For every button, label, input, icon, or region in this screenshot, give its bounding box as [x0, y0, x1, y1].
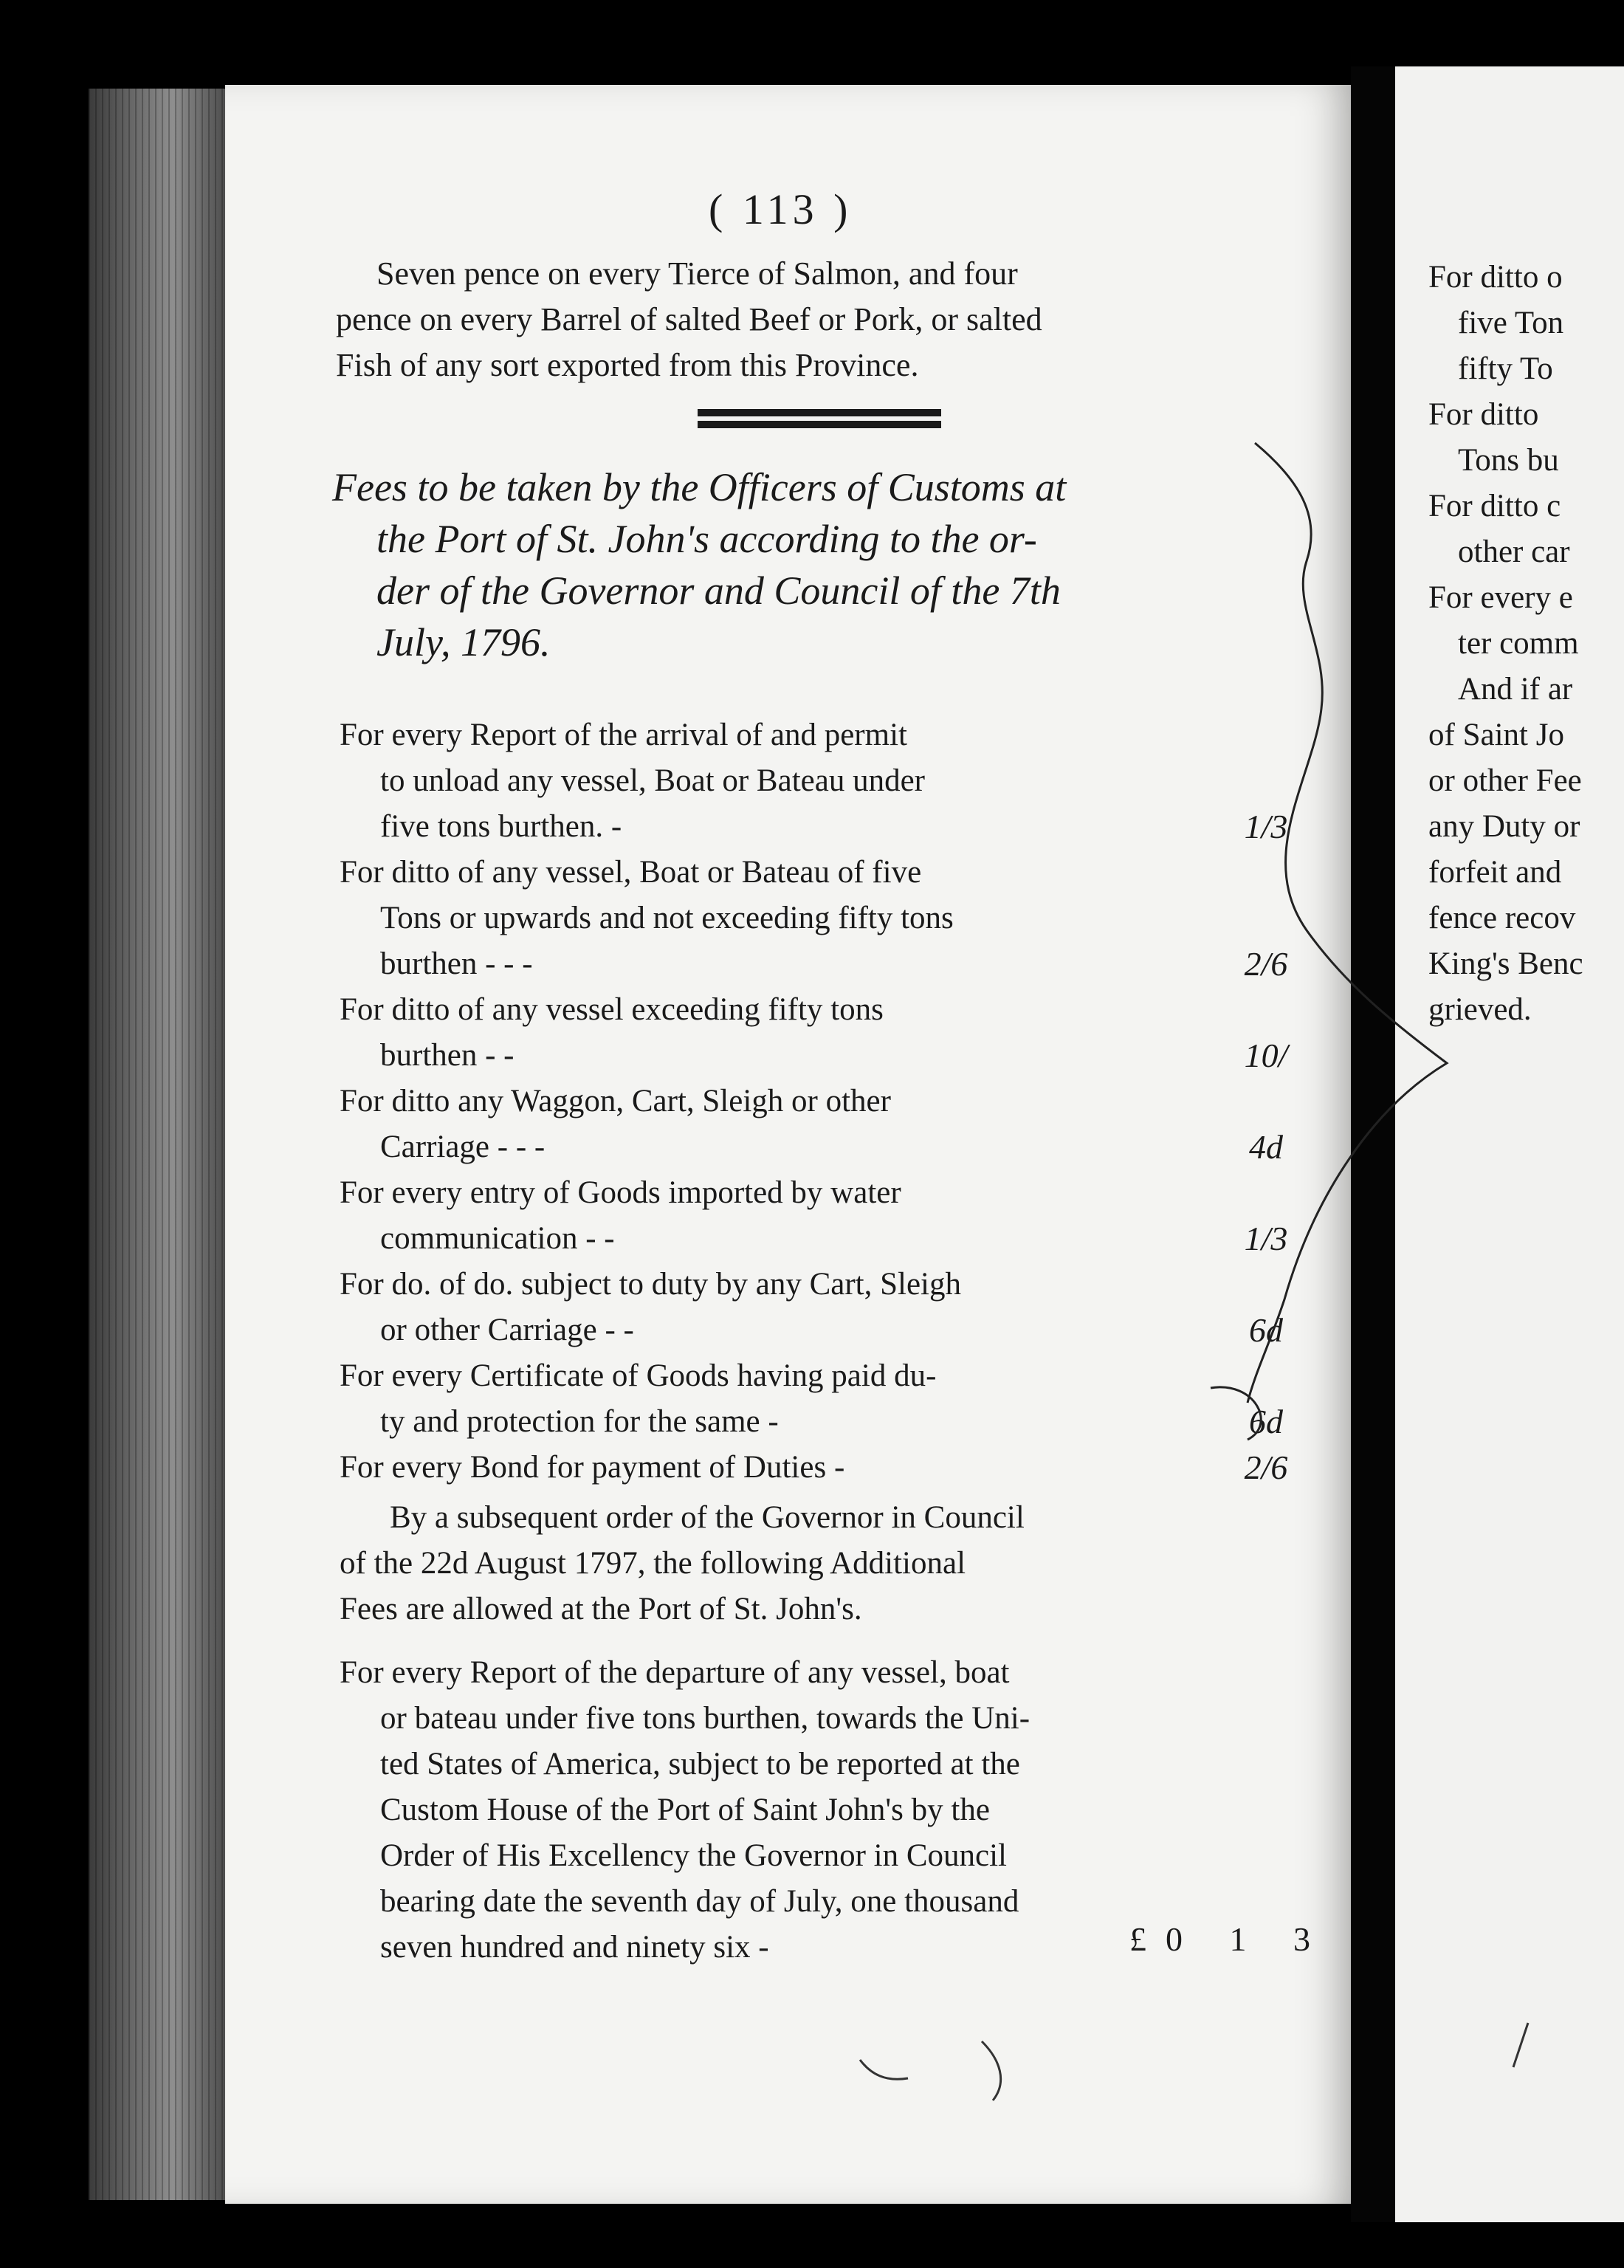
- heading-line: der of the Governor and Council of the 7th: [376, 568, 1061, 613]
- text-line: For every e: [1428, 580, 1573, 615]
- text-line: of Saint Jo: [1428, 718, 1564, 752]
- fee-schedule: [340, 712, 1321, 1491]
- text-line: For ditto: [1428, 397, 1539, 432]
- page-number: ( 113 ): [709, 185, 853, 233]
- fee-amount: 10/: [1244, 1037, 1288, 1074]
- text-line: King's Benc: [1428, 946, 1583, 981]
- text-line: For ditto c: [1428, 489, 1561, 523]
- text-line: For ditto o: [1428, 260, 1563, 295]
- fee-amount: 2/6: [1244, 945, 1288, 983]
- book-page-edges: [89, 89, 229, 2200]
- fee-row: [340, 712, 1321, 850]
- fee-description: burthen - -: [380, 1038, 515, 1073]
- text-line: Seven pence on every Tierce of Salmon, and four: [376, 255, 1018, 292]
- text-line: fifty To: [1458, 351, 1553, 386]
- fee-description: For every Certificate of Goods having paid du-: [340, 1358, 937, 1393]
- fee-description: or other Carriage - -: [380, 1313, 634, 1347]
- fee-description: burthen - - -: [380, 946, 533, 981]
- fee-amount: 1/3: [1244, 1220, 1288, 1257]
- fee-description: communication - -: [380, 1221, 615, 1256]
- fee-description: For ditto of any vessel exceeding fifty tons: [340, 992, 884, 1027]
- text-line: any Duty or: [1428, 809, 1580, 844]
- fee-description: For every entry of Goods imported by water: [340, 1175, 901, 1210]
- departure-fee-amount: £0 1 3: [1129, 1920, 1329, 1958]
- text-line: of the 22d August 1797, the following Additional: [340, 1546, 966, 1581]
- text-line: pence on every Barrel of salted Beef or Pork, or salted: [336, 301, 1042, 337]
- facing-page-text: [1428, 255, 1583, 1033]
- section-heading: [332, 461, 1314, 668]
- section-divider: [698, 406, 941, 431]
- text-line: Fees are allowed at the Port of St. John's.: [340, 1592, 862, 1626]
- text-line: Order of His Excellency the Governor in Council: [380, 1838, 1007, 1873]
- text-line: forfeit and: [1428, 855, 1562, 890]
- fee-row: [340, 1445, 1321, 1491]
- fee-description: five tons burthen. -: [380, 809, 622, 844]
- text-line: Fish of any sort exported from this Province.: [336, 347, 919, 383]
- text-line: ter comm: [1458, 626, 1579, 661]
- heading-line: the Port of St. John's according to the or-: [376, 517, 1037, 561]
- text-line: or other Fee: [1428, 763, 1582, 798]
- fee-description: For every Report of the arrival of and permit: [340, 718, 907, 752]
- text-line: fence recov: [1428, 901, 1576, 935]
- fee-row: [340, 1170, 1321, 1262]
- fee-row: [340, 1353, 1321, 1445]
- fee-amount: 6d: [1249, 1403, 1283, 1440]
- fee-description: Carriage - - -: [380, 1130, 546, 1164]
- fee-row: [340, 1079, 1321, 1170]
- fee-amount: 6d: [1249, 1311, 1283, 1349]
- fee-description: For do. of do. subject to duty by any Cart, Sleigh: [340, 1267, 962, 1302]
- text-line: Tons bu: [1458, 443, 1559, 478]
- fee-row: [340, 850, 1321, 987]
- fee-description: For ditto any Waggon, Cart, Sleigh or other: [340, 1084, 891, 1118]
- fee-amount: 2/6: [1244, 1449, 1288, 1486]
- fee-row: [340, 987, 1321, 1079]
- text-line: other car: [1458, 535, 1570, 569]
- text-line: or bateau under five tons burthen, towards the Uni-: [380, 1701, 1031, 1736]
- fee-description: For ditto of any vessel, Boat or Bateau of five: [340, 855, 922, 890]
- fee-description: For every Bond for payment of Duties -: [340, 1450, 845, 1485]
- subsequent-order-paragraph: [340, 1495, 1314, 1632]
- text-line: grieved.: [1428, 992, 1532, 1027]
- fee-amount: 1/3: [1244, 808, 1288, 845]
- heading-line: Fees to be taken by the Officers of Customs at: [332, 465, 1067, 509]
- text-line: By a subsequent order of the Governor in Council: [390, 1500, 1025, 1535]
- fee-row: [340, 1262, 1321, 1353]
- book-gutter: [1351, 66, 1395, 2222]
- heading-line: July, 1796.: [376, 620, 551, 664]
- fee-description: to unload any vessel, Boat or Bateau under: [380, 763, 925, 798]
- fee-description: ty and protection for the same -: [380, 1404, 779, 1439]
- text-line: For every Report of the departure of any vessel, boat: [340, 1655, 1010, 1690]
- text-line: And if ar: [1458, 672, 1573, 707]
- text-line: Custom House of the Port of Saint John's by the: [380, 1793, 990, 1827]
- text-line: five Ton: [1458, 306, 1564, 340]
- fee-amount: 4d: [1249, 1128, 1283, 1166]
- text-line: bearing date the seventh day of July, one thousand: [380, 1884, 1019, 1919]
- fee-description: Tons or upwards and not exceeding fifty tons: [380, 901, 954, 935]
- text-line: ted States of America, subject to be reported at the: [380, 1747, 1020, 1781]
- intro-paragraph: [336, 251, 1310, 388]
- text-line: seven hundred and ninety six -: [380, 1930, 769, 1965]
